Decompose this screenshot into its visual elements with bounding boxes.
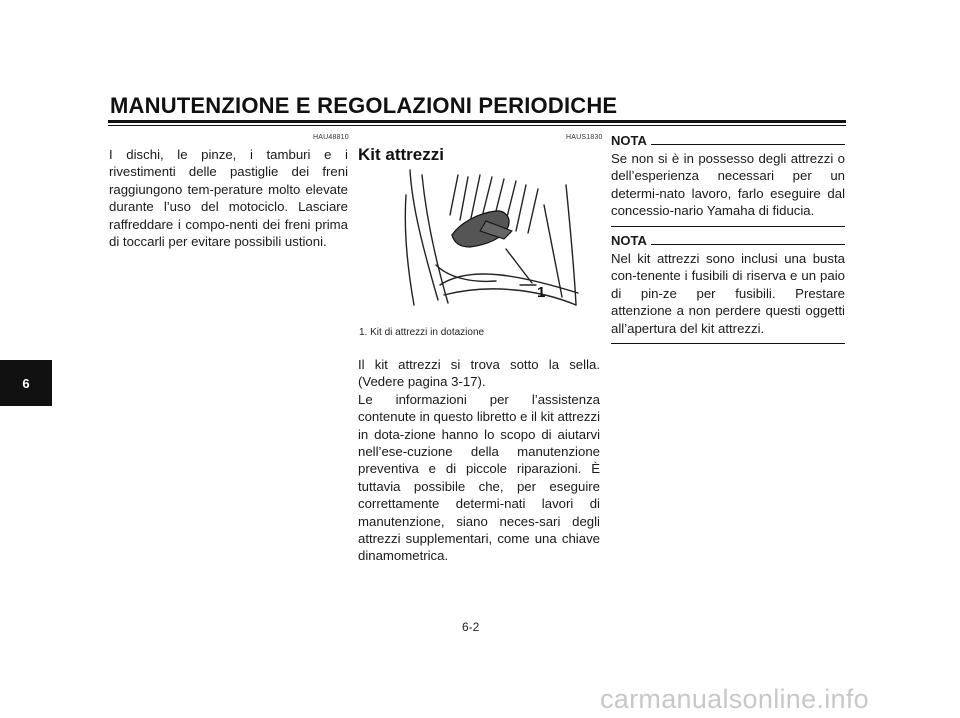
- section-title: Kit attrezzi: [358, 145, 444, 164]
- note-header-1: [611, 130, 845, 148]
- note-box-1: [611, 130, 845, 227]
- page-title: MANUTENZIONE E REGOLAZIONI PERIODICHE: [110, 93, 618, 118]
- note-text-2: Nel kit attrezzi sono inclusi una busta con-tenente i fusibili di riserva e un paio di pin-ze per fusibili. Prestare attenzione a non perdere questi oggetti all’apertura del kit attrezzi.: [611, 251, 845, 336]
- title-rule-thick: [108, 120, 846, 123]
- reference-code-left: HAU48810: [313, 134, 349, 141]
- toolkit-figure: [400, 165, 580, 315]
- reference-code-middle: HAUS1830: [566, 134, 603, 141]
- title-rule-thin: [108, 125, 846, 126]
- page-number: 6-2: [462, 620, 480, 634]
- note-end-rule: [611, 343, 845, 344]
- chapter-tab-label: 6: [22, 375, 30, 391]
- toolkit-info-paragraph: Le informazioni per l’assistenza contenute in questo libretto e il kit attrezzi in dota-zione hanno lo scopo di aiutarvi nell’ese-cuzione della manutenzione preventiva e di piccole riparazioni. È tuttavia possibile che, per eseguire correttamente determi-nati lavori di manutenzione, siano neces-sari degli attrezzi supplementari, come una chiave dinamometrica.: [358, 391, 600, 564]
- brake-warning-paragraph: I dischi, le pinze, i tamburi e i rivestimenti delle pastiglie dei freni raggiungono tem-perature molto elevate durante l’uso del motociclo. Lasciare raffreddare i compo-nenti dei freni prima di toccarli per evitare possibili ustioni.: [109, 147, 348, 250]
- note-text-1: Se non si è in possesso degli attrezzi o dell’esperienza necessari per un determi-nato lavoro, farlo eseguire dal concessio-nario Yamaha di fiducia.: [611, 151, 845, 219]
- chapter-tab: [0, 360, 52, 406]
- note-label-1: NOTA: [611, 133, 651, 148]
- toolkit-location-paragraph: Il kit attrezzi si trova sotto la sella. (Vedere pagina 3-17).: [358, 357, 600, 390]
- watermark: carmanualsonline.info: [600, 684, 869, 714]
- note-end-rule: [611, 226, 845, 227]
- note-header-2: [611, 230, 845, 248]
- figure-callout-1: 1: [537, 284, 546, 301]
- note-box-2: [611, 230, 845, 344]
- note-label-2: NOTA: [611, 233, 651, 248]
- toolkit-illustration: [400, 165, 580, 315]
- figure-caption: 1. Kit di attrezzi in dotazione: [359, 327, 485, 338]
- toolkit-text: [358, 356, 600, 565]
